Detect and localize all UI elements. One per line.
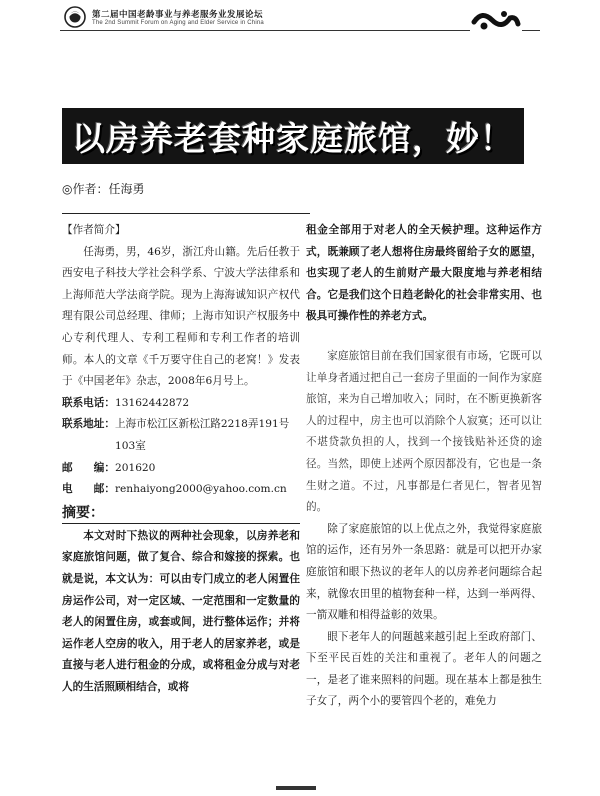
forum-emblem-icon (64, 6, 86, 28)
paragraph-combination: 除了家庭旅馆的以上优点之外，我觉得家庭旅馆的运作，还有另外一条思路：就是可以把开办家庭旅馆和眼下热议的老年人的以房养老问题综合起来，就像农田里的植物套种一样，达到一举两得、一箭双雕和相得益彰的效果。 (306, 522, 542, 622)
running-header-subtitle: The 2nd Summit Forum on Aging and Elder Service in China (92, 20, 264, 26)
section-rule (62, 213, 310, 214)
paragraph-elderly-issues: 眼下老年人的问题越来越引起上至政府部门、下至平民百姓的关注和重视了。老年人的问题之一，是老了谁来照料的问题。现在基本上都是独生子女了，两个小的要管四个老的，难免力 (306, 630, 542, 708)
running-header-title: 第二届中国老龄事业与养老服务业发展论坛 (92, 10, 264, 20)
paragraph-family-hotel: 家庭旅馆目前在我们国家很有市场，它既可以让单身者通过把自己一套房子里面的一间作为家庭旅馆，来为自己增加收入；同时，在不断更换新客人的过程中，房主也可以消除个人寂寞；还可以让不堪贷款负担的人，找到一个接钱贴补还贷的途径。当然，即使上述两个原因都没有，它也是一条生财之道。不过，凡事都是仁者见仁，智者见智的。 (306, 349, 542, 514)
email-label: 电 邮： (62, 483, 115, 496)
address-value: 上海市松江区新松江路2218弄191号103室 (114, 418, 290, 452)
address-label: 联系地址： (62, 418, 115, 431)
left-column (62, 220, 300, 698)
right-column (306, 220, 542, 713)
abstract-text: 本文对时下热议的两种社会现象，以房养老和家庭旅馆问题，做了复合、综合和嫁接的探索。也就是说，本文认为：可以由专门成立的老人闲置住房运作公司，对一定区域、一定范围和一定数量的老人的闲置住房，或套或间，进行整体运作；并将运作老人空房的收入，用于老人的居家养老，或是直接与老人进行租金的分成，或将租金分成与对老人的生活照顾相结合，或将 (62, 529, 300, 693)
title-banner (62, 108, 524, 164)
page-marker (276, 786, 316, 790)
article-title: 以房养老套种家庭旅馆，妙！ (72, 118, 514, 158)
author-line: ◎作者：任海勇 (62, 182, 145, 196)
phone-field (62, 393, 300, 415)
bio-label: 【作者简介】 (62, 224, 126, 236)
postcode-field (62, 458, 300, 480)
postcode-value: 201620 (114, 461, 156, 474)
phone-value: 13162442872 (114, 396, 190, 409)
phone-label: 联系电话： (62, 396, 115, 409)
decorative-swirl-icon (470, 6, 522, 34)
abstract-rule (62, 523, 300, 524)
header-rule (60, 30, 540, 31)
postcode-label: 邮 编： (62, 461, 115, 474)
abstract-continued: 租金全部用于对老人的全天候护理。这种运作方式，既兼顾了老人想将住房最终留给子女的愿望，也实现了老人的生前财产最大限度地与养老相结合。它是我们这个日趋老龄化的社会非常实用、也极具可操作性的养老方式。 (306, 224, 542, 323)
email-value: renhaiyong2000@yahoo.com.cn (114, 483, 287, 496)
address-field (62, 414, 300, 457)
bio-text: 任海勇，男，46岁，浙江舟山籍。先后任教于西安电子科技大学社会科学系、宁波大学法律系和上海师范大学法商学院。现为上海海诚知识产权代理有限公司总经理、律师；上海市知识产权服务中心专利代理人、专利工程师和专利工作者的培训师。本人的文章《千万要守住自己的老窝！》发表于《中国老年》杂志，2008年6月号上。 (62, 245, 300, 388)
email-field (62, 479, 300, 501)
abstract-heading: 摘要： (62, 504, 104, 521)
